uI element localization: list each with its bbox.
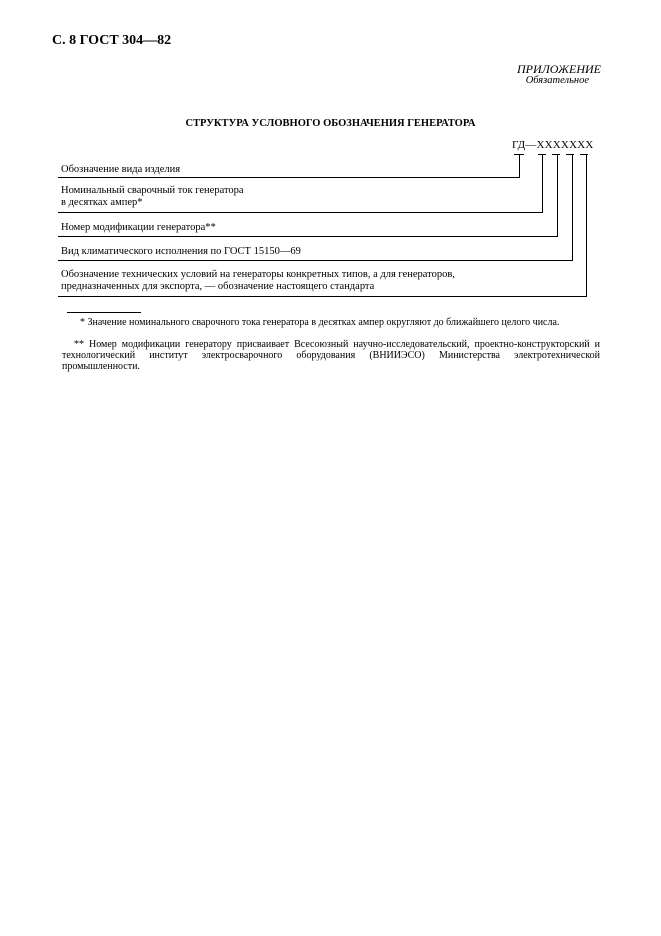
structure-item-2-label-line2: в десятках ампер* [61, 197, 143, 208]
page-title: СТРУКТУРА УСЛОВНОГО ОБОЗНАЧЕНИЯ ГЕНЕРАТОРА [185, 118, 476, 129]
structure-item-5-line [58, 296, 587, 297]
appendix-status: Обязательное [525, 75, 589, 86]
structure-item-2-label-line1: Номинальный сварочный ток генератора [61, 185, 244, 196]
structure-item-5-label-line1: Обозначение технических условий на генераторы конкретных типов, а для генераторов, [61, 269, 455, 280]
structure-item-1-line [58, 177, 520, 178]
structure-item-4-leader [572, 154, 573, 261]
structure-item-1-leader [519, 154, 520, 178]
structure-item-3-line [58, 236, 558, 237]
appendix-label: ПРИЛОЖЕНИЕ [517, 62, 601, 76]
designation-code: ГД—ХХХХХХХ [512, 139, 594, 151]
structure-item-5-label-line2: предназначенных для экспорта, — обозначение настоящего стандарта [61, 281, 375, 292]
structure-item-3-leader [557, 154, 558, 237]
structure-item-5-leader [586, 154, 587, 297]
structure-item-1-label: Обозначение вида изделия [61, 164, 181, 175]
structure-item-4-line [58, 260, 573, 261]
structure-item-2-leader [542, 154, 543, 213]
page-header: С. 8 ГОСТ 304—82 [52, 33, 172, 48]
structure-item-3-label: Номер модификации генератора** [61, 222, 216, 233]
structure-item-4-label: Вид климатического исполнения по ГОСТ 15150—69 [61, 246, 301, 257]
footnote-2: ** Номер модификации генератору присваивает Всесоюзный научно-исследовательский, проектно-конструкторский и технологический институт электросварочного оборудования (ВНИИЭСО) Министерства электротехнической промышленности. [62, 339, 600, 372]
code-tick-3 [552, 154, 560, 155]
footnote-1: * Значение номинального сварочного тока генератора в десятках ампер округляют до ближайшего целого числа. [80, 317, 560, 328]
footnote-separator [67, 312, 141, 313]
structure-item-2-line [58, 212, 543, 213]
